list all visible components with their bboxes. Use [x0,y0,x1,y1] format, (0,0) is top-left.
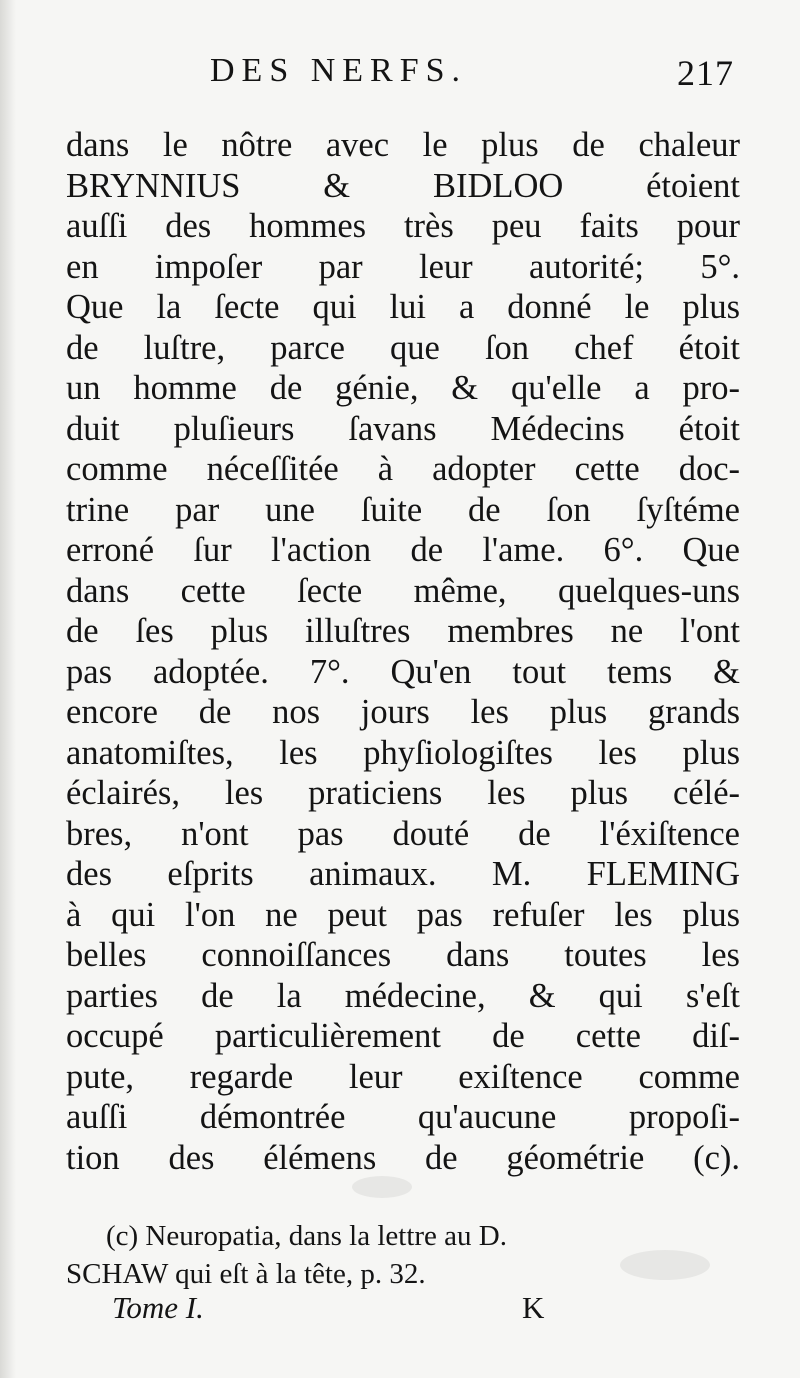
text-line: occupé particulièrement de cette diſ- [66,1017,740,1055]
text-line: bres, n'ont pas douté de l'éxiſtence [66,814,740,853]
text-line: à qui l'on ne peut pas refuſer les plus [66,895,740,934]
footnote [66,1217,740,1293]
text-line: des eſprits animaux. M. FLEMING [66,855,740,893]
page-number: 217 [677,53,734,93]
text-line: pute, regarde leur exiſtence comme [66,1057,740,1096]
text-line: de luſtre, parce que ſon chef étoit [66,328,740,367]
text-line: anatomiſtes, les phyſiologiſtes les plus [66,733,740,772]
text-line: en impoſer par leur autorité; 5°. [66,247,740,286]
page-header [60,52,740,100]
text-line: auſſi démontrée qu'aucune propoſi- [66,1098,740,1136]
text-line: pas adoptée. 7°. Qu'en tout tems & [66,652,740,691]
footnote-line: (c) Neuropatia, dans la lettre au D. [106,1220,507,1252]
text-line: Que la ſecte qui lui a donné le plus [66,288,740,326]
text-line: parties de la médecine, & qui s'eſt [66,976,740,1015]
paper-stain [352,1176,412,1198]
page-footer [112,1290,572,1330]
text-line: un homme de génie, & qu'elle a pro- [66,369,740,407]
text-line: dans cette ſecte même, quelques-uns [66,571,740,610]
text-line: duit pluſieurs ſavans Médecins étoit [66,409,740,448]
signature-mark: K [522,1290,545,1325]
text-line: BRYNNIUS & BIDLOO étoient [66,166,740,205]
text-line: auſſi des hommes très peu faits pour [66,207,740,245]
main-text [66,125,740,1178]
text-line: tion des élémens de géométrie (c). [66,1138,740,1177]
text-line: erroné ſur l'action de l'ame. 6°. Que [66,531,740,569]
footnote-line: SCHAW qui eſt à la tête, p. 32. [66,1258,426,1290]
text-line: éclairés, les praticiens les plus célé- [66,774,740,812]
text-line: de ſes plus illuſtres membres ne l'ont [66,612,740,650]
running-head: DES NERFS. [210,52,468,89]
text-line: comme néceſſitée à adopter cette doc- [66,450,740,488]
page-gutter-shadow [0,0,16,1378]
text-line: belles connoiſſances dans toutes les [66,936,740,974]
text-line: dans le nôtre avec le plus de chaleur [66,126,740,164]
volume-label: Tome I. [112,1290,204,1325]
text-line: trine par une ſuite de ſon ſyſtéme [66,490,740,529]
text-line: encore de nos jours les plus grands [66,693,740,731]
